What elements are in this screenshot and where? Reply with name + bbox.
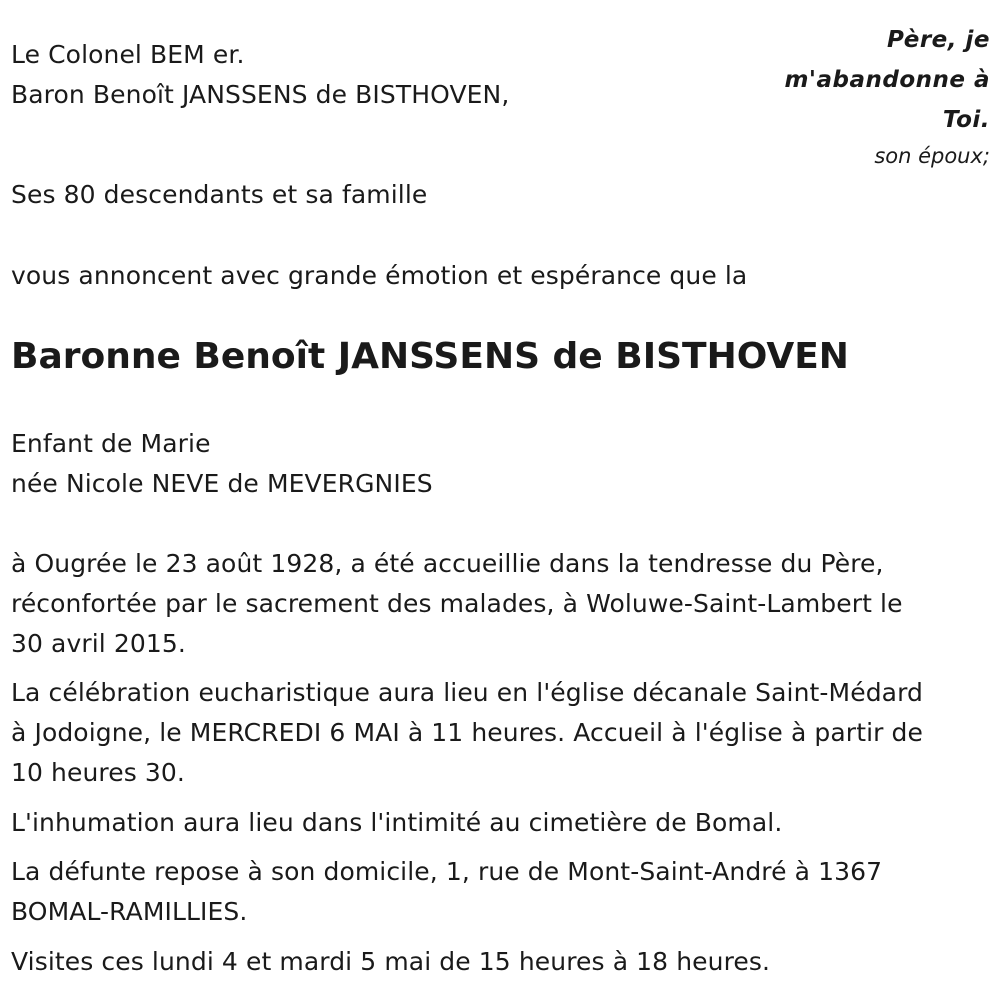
deceased-birth-name: née Nicole NEVE de MEVERGNIES <box>11 469 433 498</box>
birth-death-line: réconfortée par le sacrement des malades, à Woluwe-Saint-Lambert le <box>11 589 903 618</box>
celebration-line: à Jodoigne, le MERCREDI 6 MAI à 11 heures. Accueil à l'église à partir de <box>11 718 924 747</box>
birth-death-line: à Ougrée le 23 août 1928, a été accueillie dans la tendresse du Père, <box>11 549 884 578</box>
quote-line: Toi. <box>942 107 990 133</box>
quote-line: m'abandonne à <box>784 67 990 93</box>
celebration-line: 10 heures 30. <box>11 758 185 787</box>
quote-line: Père, je <box>886 27 990 53</box>
residence-line: La défunte repose à son domicile, 1, rue de Mont-Saint-André à 1367 <box>11 857 883 886</box>
husband-name: Baron Benoît JANSSENS de BISTHOVEN, <box>11 80 510 109</box>
announcement-line: vous annoncent avec grande émotion et espérance que la <box>11 261 748 290</box>
family-line: Ses 80 descendants et sa famille <box>11 180 428 209</box>
celebration-line: La célébration eucharistique aura lieu en l'église décanale Saint-Médard <box>11 678 923 707</box>
bible-quote <box>784 20 990 140</box>
burial-line: L'inhumation aura lieu dans l'intimité au cimetière de Bomal. <box>11 808 783 837</box>
birth-death-line: 30 avril 2015. <box>11 629 186 658</box>
husband-rank: Le Colonel BEM er. <box>11 40 245 69</box>
spouse-label: son époux; <box>874 144 990 168</box>
deceased-name: Baronne Benoît JANSSENS de BISTHOVEN <box>11 336 849 377</box>
residence-line: BOMAL-RAMILLIES. <box>11 897 248 926</box>
visits-line: Visites ces lundi 4 et mardi 5 mai de 15 heures à 18 heures. <box>11 947 771 976</box>
deceased-title: Enfant de Marie <box>11 429 211 458</box>
